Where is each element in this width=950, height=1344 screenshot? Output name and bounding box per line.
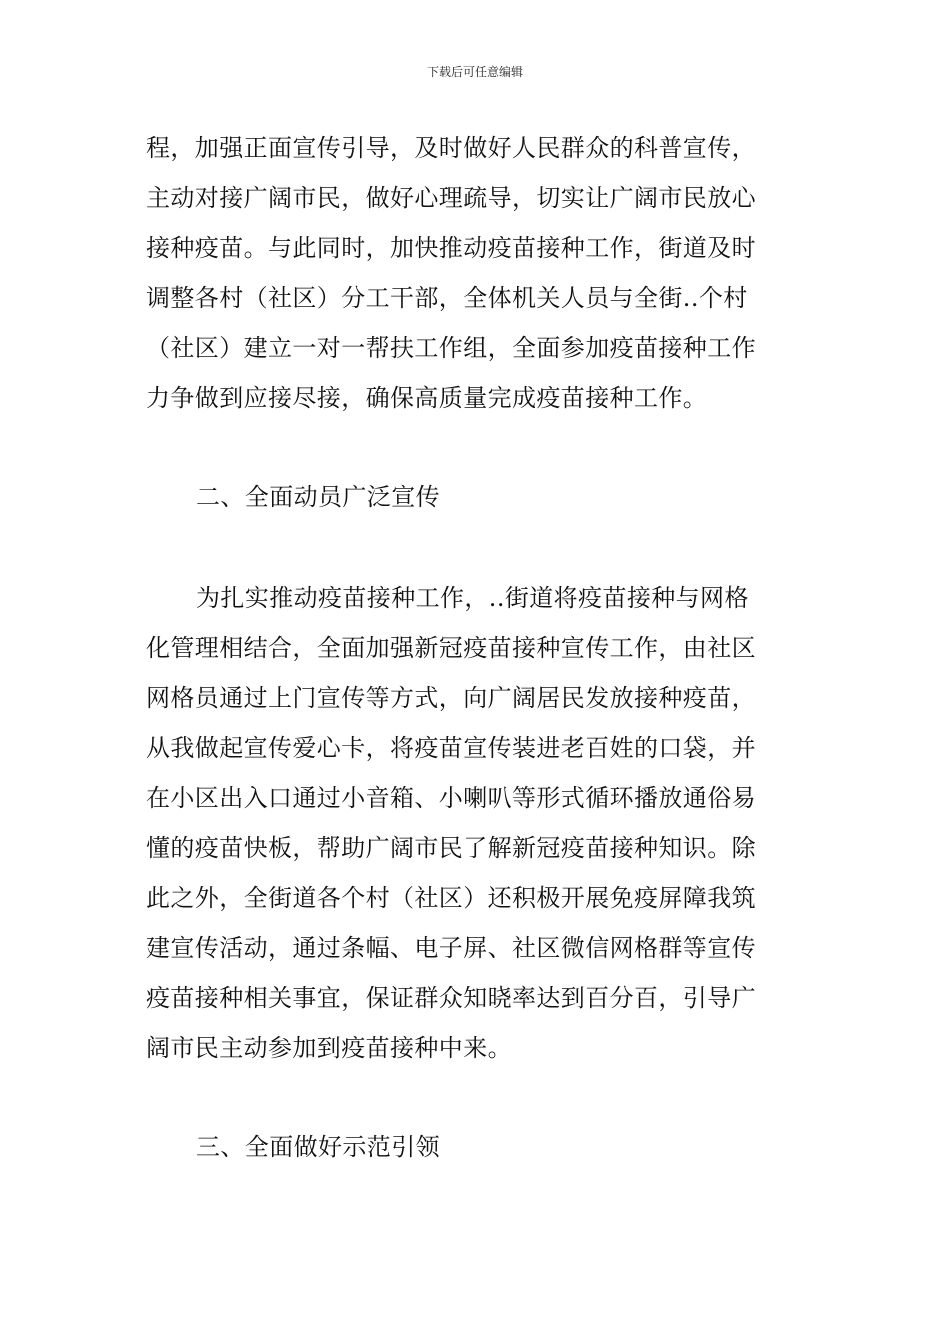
paragraph2-line-4: 从我做起宣传爱心卡，将疫苗宣传装进老百姓的口袋，并 bbox=[146, 734, 756, 762]
paragraph2-line-9: 疫苗接种相关事宜，保证群众知晓率达到百分百，引导广 bbox=[146, 984, 756, 1012]
paragraph2-line-7: 此之外，全街道各个村（社区）还积极开展免疫屏障我筑 bbox=[146, 884, 756, 912]
paragraph2-line-10: 阔市民主动参加到疫苗接种中来。 bbox=[146, 1034, 512, 1062]
paragraph1-line-3: 接种疫苗。与此同时，加快推动疫苗接种工作，街道及时 bbox=[146, 234, 756, 262]
section-heading-3: 三、全面做好示范引领 bbox=[196, 1133, 440, 1161]
page-header: 下载后可任意编辑 bbox=[426, 65, 523, 79]
paragraph1-line-1: 程，加强正面宣传引导，及时做好人民群众的科普宣传， bbox=[146, 134, 756, 162]
paragraph2-line-5: 在小区出入口通过小音箱、小喇叭等形式循环播放通俗易 bbox=[146, 784, 756, 812]
paragraph2-line-3: 网格员通过上门宣传等方式，向广阔居民发放接种疫苗， bbox=[146, 684, 756, 712]
paragraph1-line-2: 主动对接广阔市民，做好心理疏导，切实让广阔市民放心 bbox=[146, 184, 756, 212]
paragraph1-line-6: 力争做到应接尽接，确保高质量完成疫苗接种工作。 bbox=[146, 384, 708, 412]
paragraph2-line-2: 化管理相结合，全面加强新冠疫苗接种宣传工作，由社区 bbox=[146, 634, 756, 662]
section-heading-2: 二、全面动员广泛宣传 bbox=[196, 483, 440, 511]
paragraph1-line-5: （社区）建立一对一帮扶工作组，全面参加疫苗接种工作 bbox=[146, 334, 756, 362]
paragraph1-line-4: 调整各村（社区）分工干部，全体机关人员与全街..个村 bbox=[146, 284, 748, 312]
paragraph2-line-6: 懂的疫苗快板，帮助广阔市民了解新冠疫苗接种知识。除 bbox=[146, 834, 756, 862]
paragraph2-line-8: 建宣传活动，通过条幅、电子屏、社区微信网格群等宣传 bbox=[146, 934, 756, 962]
paragraph2-line-1: 为扎实推动疫苗接种工作，..街道将疫苗接种与网格 bbox=[196, 584, 749, 612]
